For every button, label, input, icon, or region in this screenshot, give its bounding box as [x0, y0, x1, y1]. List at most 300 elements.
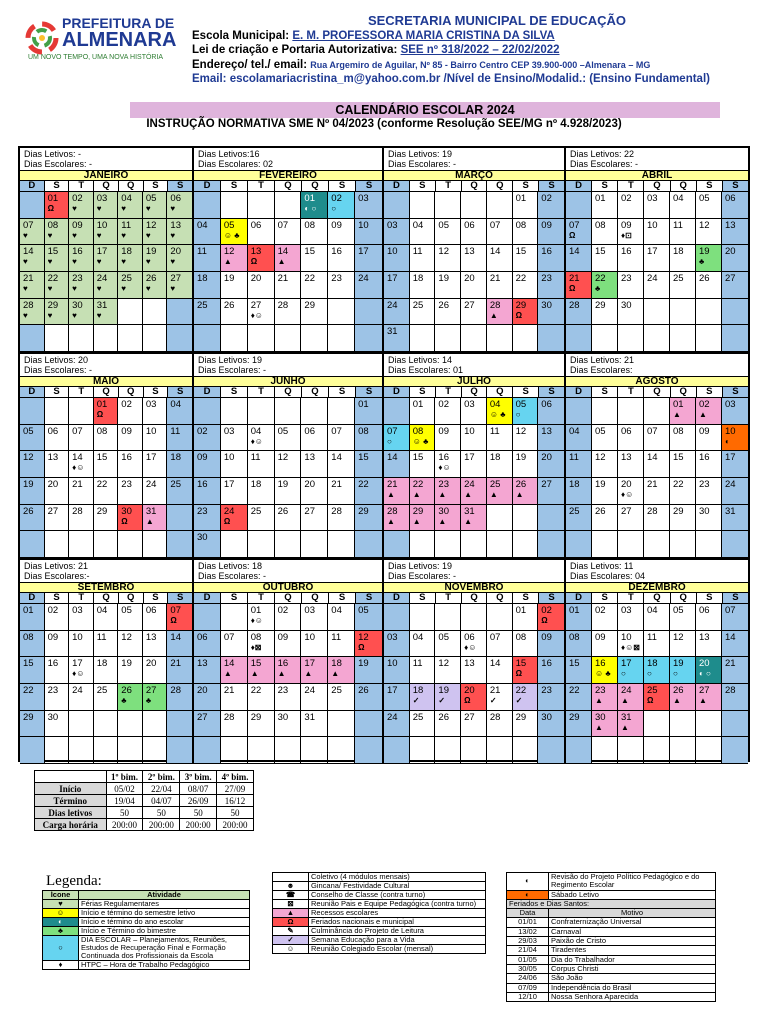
legenda-text: Conselho de Classe (contra turno)	[309, 891, 486, 900]
day-number: 29	[595, 299, 606, 311]
day-marker-icon: ♥	[170, 230, 176, 240]
day-number: 22	[673, 478, 684, 490]
day-number: 03	[647, 193, 658, 204]
day-cell	[301, 531, 328, 558]
day-cell	[194, 737, 221, 764]
day-cell	[221, 657, 248, 684]
weekday-label: T	[69, 593, 94, 603]
day-marker-icon: ♥	[47, 283, 53, 293]
day-number: 18	[250, 478, 262, 490]
day-cell	[248, 192, 275, 219]
day-cell	[328, 425, 355, 452]
day-cell	[722, 272, 748, 299]
month-info	[566, 354, 748, 376]
day-number: 01	[96, 399, 108, 410]
day-cell	[538, 398, 564, 425]
day-cell	[435, 245, 461, 272]
day-number: 28	[72, 505, 83, 517]
day-number: 11	[331, 631, 342, 643]
day-cell	[94, 245, 119, 272]
day-cells	[194, 192, 382, 352]
day-number: 04	[197, 219, 208, 231]
day-cell	[487, 299, 513, 326]
day-marker-icon: ✓	[412, 695, 420, 705]
day-number: 18	[412, 684, 424, 696]
weekday-header	[194, 593, 382, 604]
day-marker-icon: ♥	[145, 257, 151, 267]
day-marker-icon: ♣	[699, 257, 705, 267]
feriado-row	[507, 983, 716, 992]
day-marker-icon: ☺ ♣	[223, 230, 240, 240]
day-cell	[45, 192, 70, 219]
day-cell	[167, 604, 192, 631]
day-cell	[328, 451, 355, 478]
day-number: 31	[387, 326, 398, 338]
day-cell	[45, 604, 70, 631]
day-cell	[275, 631, 302, 658]
day-number: 23	[621, 272, 632, 284]
day-cells	[20, 398, 192, 558]
feriado-row	[507, 946, 716, 955]
day-cell	[670, 657, 696, 684]
legenda-text: Sábado Letivo	[549, 890, 716, 899]
day-cell	[20, 398, 45, 425]
escola-nome: E. M. PROFESSORA MARIA CRISTINA DA SILVA	[292, 29, 555, 42]
day-number: 09	[699, 425, 710, 437]
day-cell	[355, 684, 382, 711]
day-cell	[248, 299, 275, 326]
day-cell	[355, 219, 382, 246]
day-number: 08	[569, 631, 580, 643]
day-cell	[566, 192, 592, 219]
day-number: 04	[569, 425, 580, 437]
feriados-title-row	[507, 899, 716, 908]
day-cell	[301, 245, 328, 272]
day-cell	[355, 325, 382, 352]
day-number: 24	[647, 272, 658, 284]
bim-row	[35, 783, 254, 795]
day-cell	[618, 631, 644, 658]
day-number: 15	[47, 246, 59, 258]
day-marker-icon: Ω	[170, 616, 177, 625]
day-cell	[45, 631, 70, 658]
day-cell	[355, 478, 382, 505]
weekday-header	[566, 387, 748, 398]
calendar-subtitle: INSTRUÇÃO NORMATIVA SME Nº 04/2023 (conforme Resolução SEE/MG nº 4.928/2023)	[146, 118, 622, 130]
day-number: 29	[673, 505, 684, 517]
day-cell	[538, 219, 564, 246]
day-cell	[513, 478, 539, 505]
weekday-label: T	[618, 593, 644, 603]
day-cell	[487, 272, 513, 299]
day-marker-icon: ▲	[277, 669, 286, 679]
day-cell	[248, 219, 275, 246]
day-cell	[167, 219, 192, 246]
day-number: 23	[72, 272, 83, 284]
weekday-label: S	[697, 181, 723, 191]
month-name: MARÇO	[384, 170, 564, 181]
day-cell	[513, 398, 539, 425]
day-marker-icon: ♥	[121, 204, 127, 213]
day-number: 24	[304, 684, 315, 696]
day-number: 27	[464, 711, 475, 723]
day-cell	[384, 737, 410, 764]
day-number: 06	[621, 425, 632, 437]
day-number: 06	[304, 425, 315, 437]
day-number: 09	[331, 219, 342, 231]
day-number: 06	[250, 219, 262, 231]
day-cell	[592, 631, 618, 658]
day-cell	[301, 505, 328, 532]
day-cell	[45, 425, 70, 452]
day-number: 19	[145, 246, 157, 258]
weekday-label: T	[618, 387, 644, 397]
day-marker-icon: Ω	[647, 695, 654, 705]
weekday-label: Q	[462, 181, 488, 191]
day-number: 13	[725, 219, 736, 231]
day-number: 20	[304, 478, 315, 490]
legenda-icon: ☺	[273, 945, 309, 954]
day-number: 29	[96, 505, 108, 517]
day-cell	[435, 451, 461, 478]
day-number: 22	[569, 684, 580, 696]
day-number: 02	[197, 425, 208, 437]
legenda-text: HTPC – Hora de Trabalho Pedagógico	[79, 961, 250, 970]
day-cell	[538, 272, 564, 299]
legenda-icon: ✎	[273, 927, 309, 936]
day-number: 25	[96, 684, 108, 696]
month-name: FEVEREIRO	[194, 170, 382, 181]
day-marker-icon: Ω	[223, 516, 231, 526]
day-cell	[487, 684, 513, 711]
day-cell	[143, 398, 168, 425]
day-cell	[143, 737, 168, 764]
day-cell	[167, 451, 192, 478]
day-cell	[45, 478, 70, 505]
day-number: 25	[489, 478, 501, 490]
day-number: 25	[412, 299, 424, 311]
day-cell	[410, 737, 436, 764]
day-number: 30	[197, 532, 208, 544]
day-cell	[461, 478, 487, 505]
bim-cell: 04/07	[143, 795, 180, 807]
weekday-label: S	[168, 593, 192, 603]
day-number: 25	[569, 505, 580, 517]
day-cell	[69, 192, 94, 219]
day-cell	[69, 684, 94, 711]
day-cell	[670, 737, 696, 764]
month-name: ABRIL	[566, 170, 748, 181]
bim-row	[35, 807, 254, 819]
day-cell	[143, 531, 168, 558]
day-number: 28	[223, 711, 235, 723]
day-number: 28	[277, 299, 289, 311]
month-outubro	[194, 560, 384, 764]
day-cell	[513, 631, 539, 658]
day-number: 11	[121, 219, 132, 231]
month-name: AGOSTO	[566, 376, 748, 387]
day-cell	[435, 478, 461, 505]
day-number: 18	[647, 658, 658, 670]
day-cell	[301, 192, 328, 219]
day-cell	[355, 531, 382, 558]
day-number: 14	[569, 246, 580, 258]
day-number: 25	[197, 299, 208, 311]
month-maio	[20, 354, 194, 560]
day-cell	[194, 631, 221, 658]
day-marker-icon: Ω	[515, 310, 522, 320]
weekday-label: D	[194, 181, 221, 191]
weekday-label: S	[410, 593, 436, 603]
feriado-data: 13/02	[507, 927, 549, 936]
day-marker-icon: Ω	[96, 410, 104, 419]
legenda-text: Início e término do ano escolar	[79, 918, 250, 927]
weekday-label: D	[566, 593, 592, 603]
day-number: 21	[170, 658, 181, 670]
legenda-icon: ☻	[273, 882, 309, 891]
day-number: 02	[621, 193, 632, 204]
bim-header: 4º bim.	[217, 771, 254, 783]
bim-cell: 26/09	[180, 795, 217, 807]
dias-escolares: Dias Escolares: 04	[570, 571, 646, 581]
weekday-label: T	[436, 593, 462, 603]
day-cell	[275, 684, 302, 711]
day-cell	[301, 657, 328, 684]
day-cell	[20, 711, 45, 738]
day-number: 11	[412, 658, 423, 670]
weekday-label: Q	[275, 181, 302, 191]
day-cell	[538, 737, 564, 764]
day-number: 03	[223, 425, 235, 437]
month-name: JANEIRO	[20, 170, 192, 181]
day-cell	[248, 604, 275, 631]
day-cell	[194, 657, 221, 684]
weekday-label: Q	[275, 387, 302, 397]
day-cell	[670, 325, 696, 352]
day-cell	[410, 219, 436, 246]
legenda-text: Início e Término do bimestre	[79, 927, 250, 936]
day-marker-icon: ♥	[72, 310, 77, 320]
day-number: 12	[515, 425, 527, 437]
day-number: 18	[412, 272, 424, 284]
day-cell	[435, 272, 461, 299]
day-number: 05	[515, 399, 527, 410]
day-number: 16	[438, 452, 449, 464]
dias-escolares: Dias Escolares: 02	[198, 159, 274, 169]
day-cell	[167, 245, 192, 272]
logo-line2: ALMENARA	[62, 29, 177, 51]
day-number: 18	[569, 478, 580, 490]
day-marker-icon: ✓	[438, 695, 446, 705]
legenda-icon: ☺	[43, 909, 79, 918]
feriado-data: 24/06	[507, 974, 549, 983]
weekday-label: Q	[487, 593, 513, 603]
day-cell	[275, 325, 302, 352]
day-number: 05	[277, 425, 289, 437]
day-number: 04	[412, 631, 424, 643]
bim-row	[35, 795, 254, 807]
endereco-valor: Rua Argemiro de Aguilar, Nº 85 - Bairro Centro CEP 39.900-000 –Almenara – MG	[310, 59, 651, 70]
day-marker-icon: ♦☺	[621, 489, 634, 499]
day-number: 05	[699, 193, 710, 204]
bim-header	[35, 771, 107, 783]
feriado-data: 01/05	[507, 955, 549, 964]
day-cell	[618, 531, 644, 558]
day-number: 05	[673, 605, 684, 616]
day-cell	[355, 505, 382, 532]
weekday-label: S	[539, 593, 564, 603]
day-cell	[194, 245, 221, 272]
day-number: 16	[541, 246, 552, 258]
month-name: DEZEMBRO	[566, 582, 748, 593]
day-marker-icon: ♥	[121, 230, 127, 240]
day-cell	[69, 657, 94, 684]
day-number: 15	[358, 452, 369, 464]
day-number: 10	[223, 452, 235, 464]
day-cell	[410, 657, 436, 684]
weekday-label: S	[168, 387, 192, 397]
day-cell	[69, 325, 94, 352]
day-cell	[513, 451, 539, 478]
day-cell	[566, 325, 592, 352]
weekday-label: Q	[94, 593, 119, 603]
day-number: 23	[277, 684, 289, 696]
day-number: 07	[23, 219, 34, 231]
legenda-table-3	[506, 872, 716, 1002]
feriado-data: 01/01	[507, 918, 549, 927]
day-cell	[45, 711, 70, 738]
day-number: 02	[331, 193, 342, 204]
day-number: 25	[412, 711, 424, 723]
day-cell	[435, 299, 461, 326]
day-number: 31	[304, 711, 315, 723]
day-cell	[143, 604, 168, 631]
day-cell	[248, 711, 275, 738]
day-cell	[644, 531, 670, 558]
day-number: 08	[595, 219, 606, 231]
legenda-text: Coletivo (4 módulos mensais)	[309, 873, 486, 882]
day-number: 14	[387, 452, 398, 464]
legenda-icon: ◐	[507, 873, 549, 891]
day-cell	[566, 657, 592, 684]
day-cell	[566, 299, 592, 326]
day-number: 29	[250, 711, 262, 723]
day-number: 29	[515, 711, 527, 723]
day-cell	[45, 657, 70, 684]
day-number: 14	[72, 452, 83, 464]
day-cell	[143, 299, 168, 326]
feriados-header: Motivo	[549, 909, 716, 918]
day-number: 04	[412, 219, 424, 231]
day-number: 27	[621, 505, 632, 517]
day-cell	[45, 398, 70, 425]
day-number: 14	[489, 246, 501, 258]
day-marker-icon: ♦☺	[72, 669, 85, 679]
day-cell	[696, 451, 722, 478]
feriado-data: 12/10	[507, 992, 549, 1001]
day-cell	[355, 737, 382, 764]
day-cell	[566, 631, 592, 658]
day-cell	[384, 478, 410, 505]
day-marker-icon: ☺ ♣	[595, 669, 611, 679]
day-cell	[513, 325, 539, 352]
bim-header: 2º bim.	[143, 771, 180, 783]
month-fevereiro	[194, 148, 384, 354]
dias-letivos: Dias Letivos: 21	[24, 561, 89, 571]
day-marker-icon: ♥	[47, 257, 53, 267]
day-cell	[143, 657, 168, 684]
day-number: 04	[250, 425, 262, 437]
day-marker-icon: ♥	[23, 257, 28, 267]
day-cell	[143, 478, 168, 505]
day-number: 24	[621, 684, 632, 696]
day-number: 17	[304, 658, 315, 670]
day-number: 26	[699, 272, 710, 284]
day-number: 10	[387, 246, 398, 258]
day-marker-icon: Ω	[569, 283, 576, 293]
day-cell	[94, 657, 119, 684]
day-cell	[194, 531, 221, 558]
weekday-label: S	[592, 181, 618, 191]
weekday-header	[566, 181, 748, 192]
day-cell	[194, 299, 221, 326]
day-number: 06	[464, 631, 475, 643]
day-number: 11	[250, 452, 261, 464]
endereco-label: Endereço/ tel./ email:	[192, 58, 308, 71]
day-cell	[69, 505, 94, 532]
day-cell	[592, 531, 618, 558]
day-number: 31	[464, 505, 475, 517]
bim-header: 1º bim.	[106, 771, 143, 783]
day-cell	[487, 711, 513, 738]
day-cell	[45, 299, 70, 326]
logo	[22, 14, 194, 70]
day-number: 10	[647, 219, 658, 231]
day-cell	[722, 737, 748, 764]
day-cell	[722, 631, 748, 658]
day-cell	[618, 425, 644, 452]
dias-escolares: Dias Escolares:-	[24, 571, 90, 581]
weekday-label: T	[436, 387, 462, 397]
day-cell	[275, 245, 302, 272]
day-number: 03	[304, 605, 315, 616]
day-cell	[221, 272, 248, 299]
day-cell	[384, 272, 410, 299]
day-number: 13	[464, 246, 475, 258]
day-number: 12	[145, 219, 157, 231]
day-cell	[670, 299, 696, 326]
legenda-icon: ✓	[273, 936, 309, 945]
day-cell	[20, 272, 45, 299]
day-cells	[384, 604, 564, 764]
day-number: 18	[96, 658, 108, 670]
day-number: 23	[541, 684, 552, 696]
day-cell	[592, 604, 618, 631]
feriado-motivo: Independência do Brasil	[549, 983, 716, 992]
feriado-data: 30/05	[507, 964, 549, 973]
day-number: 25	[673, 272, 684, 284]
day-cell	[513, 531, 539, 558]
day-cell	[566, 737, 592, 764]
month-novembro	[384, 560, 566, 764]
day-number: 09	[277, 631, 289, 643]
day-cell	[221, 604, 248, 631]
day-marker-icon: ♣	[595, 283, 601, 293]
bim-row	[35, 819, 254, 831]
day-number: 15	[569, 658, 580, 670]
weekday-label: Q	[671, 387, 697, 397]
day-number: 30	[277, 711, 289, 723]
